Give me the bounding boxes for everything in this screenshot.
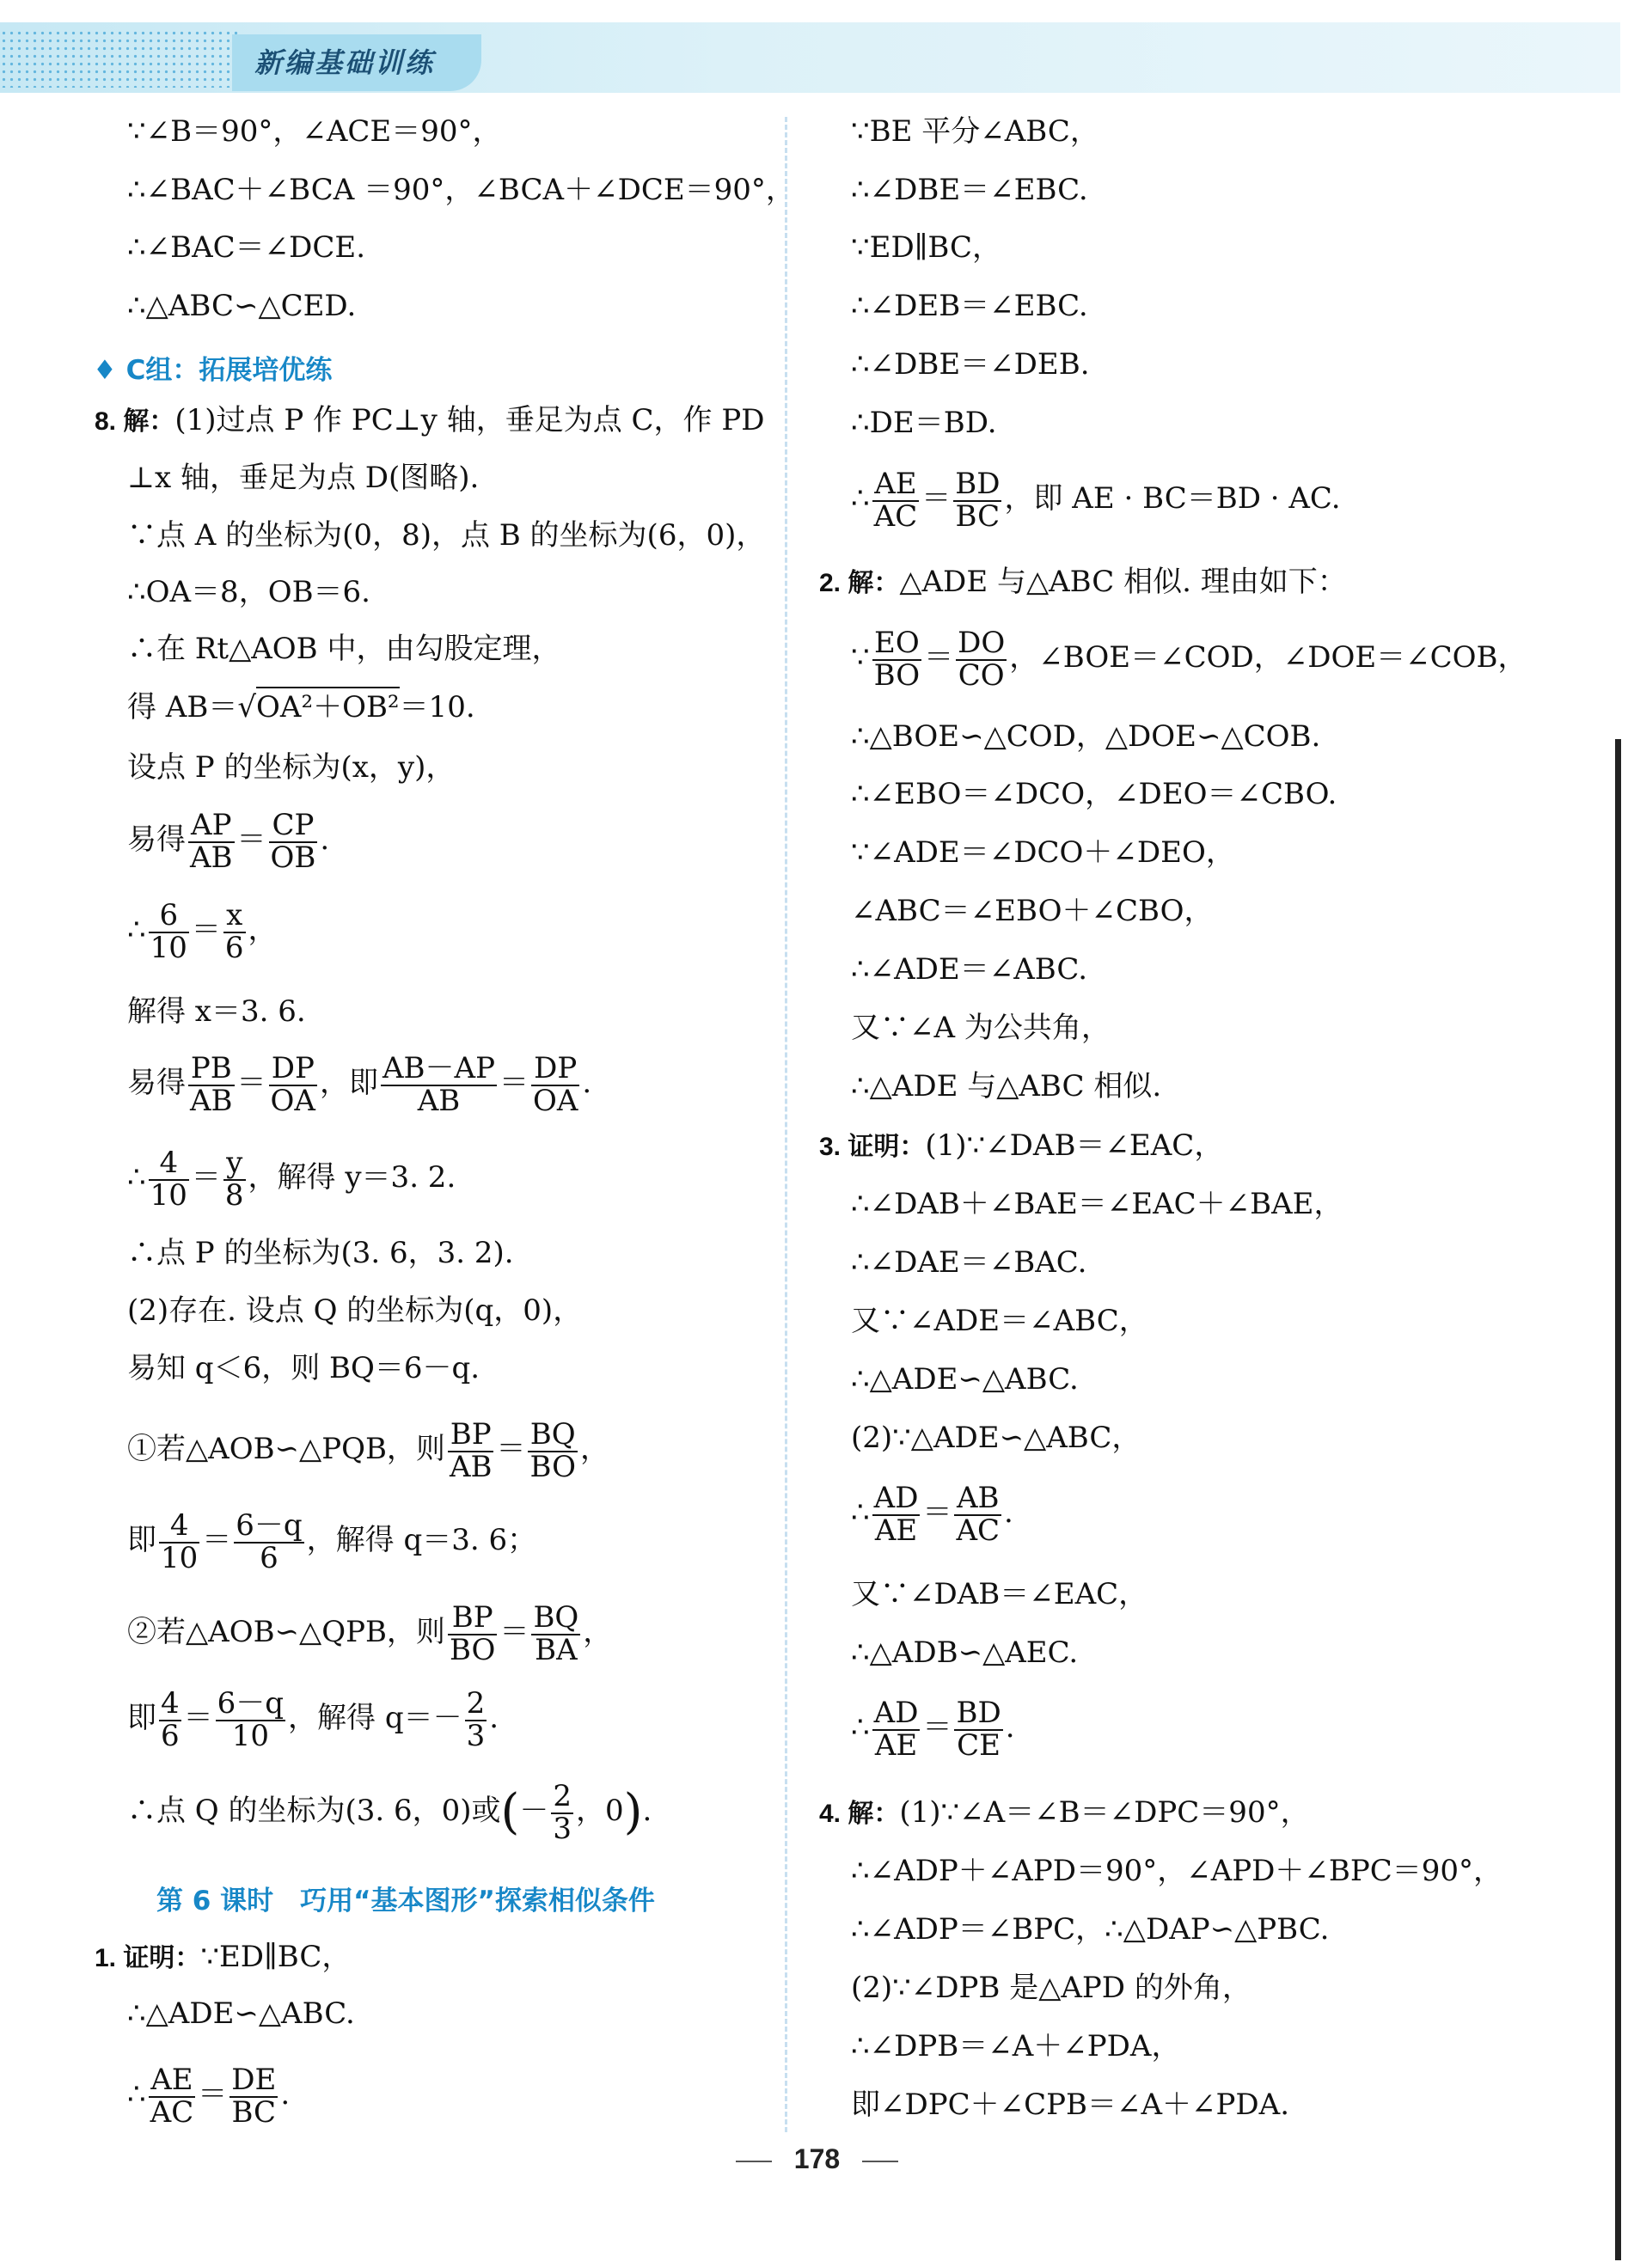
text-line: ∴△ADE∽△ABC. bbox=[851, 1362, 1079, 1397]
math-line bbox=[127, 1686, 499, 1753]
text: 即 bbox=[127, 1701, 156, 1736]
math-line bbox=[851, 1481, 1013, 1548]
numerator: DP bbox=[531, 1054, 579, 1086]
denominator: AE bbox=[874, 1513, 918, 1548]
text: ， bbox=[583, 1615, 613, 1650]
text: ①若△AOB∽△PQB，则 bbox=[127, 1432, 445, 1467]
numerator: PB bbox=[188, 1054, 235, 1086]
numerator: 2 bbox=[466, 1686, 486, 1721]
fraction bbox=[381, 1051, 497, 1118]
text-line: ∴在 Rt△AOB 中，由勾股定理， bbox=[127, 632, 561, 666]
diamond-icon: ♦ bbox=[93, 355, 117, 386]
text-line: 又∵∠ADE＝∠ABC， bbox=[851, 1304, 1148, 1338]
text-line: ∴∠DPB＝∠A＋∠PDA， bbox=[851, 2029, 1181, 2063]
fraction bbox=[954, 1696, 1002, 1763]
column-divider bbox=[785, 117, 787, 2132]
numerator: 4 bbox=[149, 1148, 189, 1181]
text: ，0 bbox=[576, 1794, 624, 1829]
text: ＝ bbox=[183, 1701, 213, 1736]
text: ∵ bbox=[851, 640, 870, 676]
text-line: 易知 q＜6，则 BQ＝6－q. bbox=[127, 1351, 480, 1385]
text: ，即 bbox=[319, 1066, 378, 1101]
fraction bbox=[188, 808, 235, 875]
text: ∴点 Q 的坐标为(3. 6，0)或 bbox=[127, 1794, 501, 1829]
text: ，∠BOE＝∠COD，∠DOE＝∠COB， bbox=[1009, 640, 1527, 676]
text-line: (2)存在. 设点 Q 的坐标为(q，0)， bbox=[127, 1293, 583, 1328]
fraction bbox=[216, 1686, 285, 1753]
text: 易得 bbox=[127, 1066, 186, 1101]
denominator: AE bbox=[874, 1727, 918, 1763]
text-line: 即∠DPC＋∠CPB＝∠A＋∠PDA. bbox=[851, 2088, 1290, 2122]
fraction bbox=[872, 1696, 921, 1763]
text-line: ∴∠DBE＝∠DEB. bbox=[851, 347, 1090, 382]
fraction bbox=[188, 1051, 235, 1118]
fraction bbox=[159, 1508, 199, 1575]
page-number bbox=[0, 2143, 1634, 2175]
question-line bbox=[819, 565, 1347, 599]
denominator: 10 bbox=[161, 1540, 199, 1575]
numerator: DP bbox=[269, 1054, 317, 1086]
text-line: 又∵∠DAB＝∠EAC， bbox=[851, 1577, 1148, 1611]
fraction bbox=[465, 1686, 487, 1753]
math-line bbox=[127, 1600, 613, 1667]
text-line: 又∵∠A 为公共角， bbox=[851, 1011, 1111, 1045]
denominator: OA bbox=[532, 1083, 578, 1118]
text: ，即 AE · BC＝BD · AC. bbox=[1004, 481, 1341, 517]
text: ∴ bbox=[127, 913, 146, 948]
text-line: ∴∠BAC＋∠BCA ＝90°，∠BCA＋∠DCE＝90°， bbox=[127, 173, 795, 207]
numerator: 4 bbox=[159, 1511, 199, 1544]
header-dot-pattern bbox=[0, 29, 241, 88]
paren: ) bbox=[623, 1784, 643, 1841]
text: ，解得 q＝3. 6； bbox=[306, 1523, 537, 1558]
text: ＝ bbox=[236, 1066, 266, 1101]
text: ②若△AOB∽△QPB，则 bbox=[127, 1615, 445, 1650]
header-title: 新编基础训练 bbox=[254, 46, 436, 79]
math-line bbox=[127, 690, 475, 724]
denominator: 10 bbox=[150, 1177, 187, 1213]
fraction bbox=[448, 1600, 498, 1667]
denominator: BA bbox=[535, 1632, 578, 1667]
section-heading-text: C组：拓展培优练 bbox=[125, 355, 333, 386]
text: . bbox=[489, 1701, 499, 1736]
text-line: ∴△ADE 与△ABC 相似. bbox=[851, 1069, 1162, 1103]
numerator: y bbox=[223, 1148, 246, 1181]
page-number-dash bbox=[862, 2161, 898, 2162]
numerator: x bbox=[223, 901, 246, 933]
denominator: 8 bbox=[224, 1177, 244, 1213]
text: ＝ bbox=[921, 481, 952, 517]
text: ＝ bbox=[924, 640, 954, 676]
numerator: EO bbox=[872, 628, 922, 661]
text: ＝ bbox=[496, 1432, 526, 1467]
question-label: 8. 解： bbox=[95, 407, 175, 436]
text-line: ∠ABC＝∠EBO＋∠CBO， bbox=[851, 894, 1214, 928]
page-edge-line bbox=[1615, 739, 1621, 2260]
denominator: 10 bbox=[150, 930, 187, 965]
text: ，解得 y＝3. 2. bbox=[248, 1160, 456, 1195]
denominator: OB bbox=[270, 840, 316, 875]
text: . bbox=[642, 1794, 652, 1829]
text: (1)∵∠A＝∠B＝∠DPC＝90°， bbox=[899, 1795, 1310, 1830]
numerator: DO bbox=[958, 626, 1006, 660]
text: ， bbox=[579, 1432, 609, 1467]
question-line bbox=[95, 1942, 351, 1972]
text-line: ∴△BOE∽△COD，△DOE∽△COB. bbox=[851, 719, 1321, 754]
text: . bbox=[280, 2077, 291, 2112]
text-line: (2)∵∠DPB 是△APD 的外角， bbox=[851, 1971, 1252, 2005]
text-line: ∴△ABC∽△CED. bbox=[127, 289, 357, 323]
text-line: 解得 x＝3. 6. bbox=[127, 994, 306, 1029]
fraction bbox=[954, 1481, 1001, 1548]
math-line bbox=[127, 1779, 652, 1846]
fraction bbox=[953, 467, 1001, 534]
text-line: ∴DE＝BD. bbox=[851, 406, 997, 440]
text: ∴ bbox=[127, 2077, 146, 2112]
numerator: 2 bbox=[553, 1779, 572, 1813]
numerator: 6－q bbox=[217, 1686, 285, 1721]
text: ＝ bbox=[922, 1710, 952, 1745]
text: － bbox=[519, 1794, 549, 1829]
text: (1)∵∠DAB＝∠EAC， bbox=[925, 1128, 1224, 1163]
text: 即 bbox=[127, 1523, 156, 1558]
text: ， bbox=[248, 913, 278, 948]
text-line: ∵ED∥BC， bbox=[851, 230, 1002, 265]
text: ＝ bbox=[922, 1495, 952, 1531]
denominator: CO bbox=[958, 657, 1005, 693]
numerator: AD bbox=[873, 1696, 919, 1730]
text-line: ∴∠BAC＝∠DCE. bbox=[127, 230, 366, 265]
question-line bbox=[819, 1795, 1310, 1830]
fraction bbox=[149, 898, 189, 965]
text: ＝ bbox=[191, 1160, 221, 1195]
text-line: ∴OA＝8，OB＝6. bbox=[127, 575, 370, 609]
math-line bbox=[851, 1696, 1015, 1763]
fraction bbox=[872, 1481, 921, 1548]
denominator: BO bbox=[529, 1449, 576, 1484]
numerator: AE bbox=[149, 2065, 196, 2098]
fraction bbox=[159, 1686, 181, 1753]
text-line: ∵∠B＝90°，∠ACE＝90°， bbox=[127, 114, 502, 149]
text-line: ∴∠ADP＋∠APD＝90°，∠APD＋∠BPC＝90°， bbox=[851, 1854, 1503, 1888]
math-line bbox=[127, 1417, 609, 1484]
fraction bbox=[223, 1146, 246, 1213]
text-line: ∴∠ADP＝∠BPC，∴△DAP∽△PBC. bbox=[851, 1912, 1330, 1947]
text-line: (2)∵△ADE∽△ABC， bbox=[851, 1421, 1141, 1455]
fraction bbox=[149, 2063, 196, 2130]
fraction bbox=[229, 2063, 278, 2130]
text-line: ∴∠DAB＋∠BAE＝∠EAC＋∠BAE， bbox=[851, 1187, 1343, 1221]
denominator: 6 bbox=[224, 930, 244, 965]
text-line: ∵∠ADE＝∠DCO＋∠DEO， bbox=[851, 835, 1235, 870]
section-heading bbox=[93, 348, 332, 387]
text: ＝ bbox=[191, 913, 221, 948]
denominator: AB bbox=[190, 840, 233, 875]
text-line: ∴∠ADE＝∠ABC. bbox=[851, 952, 1088, 987]
text: ∴ bbox=[851, 481, 870, 517]
math-line bbox=[127, 898, 278, 965]
lesson-title: 第 6 课时 巧用“基本图形”探索相似条件 bbox=[156, 1886, 655, 1916]
numerator: AB－AP bbox=[382, 1051, 495, 1085]
denominator: CE bbox=[957, 1727, 1001, 1763]
text-line: ∴∠DAE＝∠BAC. bbox=[851, 1245, 1087, 1280]
text-line: ∴∠EBO＝∠DCO，∠DEO＝∠CBO. bbox=[851, 777, 1337, 811]
numerator: CP bbox=[269, 810, 318, 843]
text: . bbox=[1005, 1710, 1015, 1745]
denominator: BC bbox=[231, 2094, 277, 2130]
math-line bbox=[127, 808, 330, 875]
numerator: BP bbox=[448, 1420, 494, 1452]
text-line: ∴△ADB∽△AEC. bbox=[851, 1635, 1079, 1670]
fraction bbox=[448, 1417, 494, 1484]
question-line bbox=[819, 1128, 1224, 1163]
denominator: AC bbox=[873, 498, 918, 534]
denominator: AC bbox=[150, 2094, 194, 2130]
text: . bbox=[1004, 1495, 1013, 1531]
text: ∴ bbox=[851, 1710, 870, 1745]
fraction bbox=[223, 898, 246, 965]
denominator: 3 bbox=[553, 1811, 572, 1846]
text-line: ∴点 P 的坐标为(3. 6，3. 2). bbox=[127, 1236, 514, 1270]
text: ＝ bbox=[499, 1615, 529, 1650]
fraction bbox=[149, 1146, 189, 1213]
text: ＝10. bbox=[399, 690, 475, 724]
page-number-dash bbox=[736, 2161, 772, 2162]
text: △ADE 与△ABC 相似. 理由如下： bbox=[899, 565, 1347, 599]
text-line: ∴∠DBE＝∠EBC. bbox=[851, 173, 1088, 207]
math-line bbox=[851, 626, 1527, 693]
text-line: ⊥x 轴，垂足为点 D(图略). bbox=[127, 461, 480, 495]
text-line: ∴∠DEB＝∠EBC. bbox=[851, 289, 1088, 323]
text: (1)过点 P 作 PC⊥y 轴，垂足为点 C，作 PD bbox=[174, 403, 765, 437]
text: . bbox=[320, 822, 330, 858]
text-line: ∴△ADE∽△ABC. bbox=[127, 1996, 355, 2031]
question-label: 3. 证明： bbox=[819, 1133, 926, 1161]
numerator: BQ bbox=[533, 1600, 579, 1635]
denominator: 10 bbox=[231, 1718, 269, 1753]
fraction bbox=[531, 1600, 580, 1667]
numerator: 6 bbox=[149, 901, 189, 933]
denominator: AB bbox=[190, 1083, 233, 1118]
text-line: 设点 P 的坐标为(x，y)， bbox=[127, 750, 456, 785]
text: ＝ bbox=[198, 2077, 228, 2112]
math-line bbox=[851, 467, 1341, 534]
numerator: AE bbox=[872, 469, 920, 502]
fraction bbox=[531, 1051, 579, 1118]
numerator: 6－q bbox=[236, 1508, 303, 1543]
numerator: DE bbox=[231, 2063, 277, 2097]
numerator: BP bbox=[448, 1603, 498, 1635]
numerator: 4 bbox=[161, 1686, 180, 1721]
fraction bbox=[269, 808, 318, 875]
text: ＝ bbox=[236, 822, 266, 858]
text: ∴ bbox=[851, 1495, 870, 1531]
numerator: AP bbox=[188, 810, 235, 843]
text: . bbox=[582, 1066, 592, 1101]
fraction bbox=[872, 467, 920, 534]
text: ∵ED∥BC， bbox=[200, 1940, 352, 1974]
fraction bbox=[269, 1051, 317, 1118]
denominator: BO bbox=[873, 657, 921, 693]
denominator: 6 bbox=[161, 1718, 180, 1753]
paren: ( bbox=[500, 1784, 520, 1841]
numerator: BD bbox=[956, 1696, 1001, 1730]
fraction bbox=[551, 1779, 573, 1846]
math-line bbox=[127, 1146, 456, 1213]
fraction bbox=[872, 626, 922, 693]
fraction bbox=[956, 626, 1007, 693]
denominator: BC bbox=[955, 498, 1001, 534]
numerator: BD bbox=[955, 467, 1001, 501]
denominator: 3 bbox=[466, 1718, 486, 1753]
numerator: BQ bbox=[528, 1420, 578, 1452]
text-line: ∵BE 平分∠ABC， bbox=[851, 114, 1099, 149]
math-line bbox=[127, 1508, 537, 1575]
math-line bbox=[127, 1051, 592, 1118]
denominator: AB bbox=[417, 1083, 461, 1118]
denominator: AC bbox=[956, 1513, 1001, 1548]
fraction bbox=[528, 1417, 578, 1484]
denominator: BO bbox=[449, 1632, 496, 1667]
text: ＝ bbox=[499, 1066, 529, 1101]
question-label: 1. 证明： bbox=[95, 1944, 201, 1972]
text: 易得 bbox=[127, 822, 186, 858]
text: ，解得 q＝－ bbox=[288, 1701, 462, 1736]
numerator: AB bbox=[954, 1483, 1001, 1516]
page-number-text: 178 bbox=[793, 2143, 841, 2174]
radicand: OA²＋OB² bbox=[256, 687, 400, 724]
question-line bbox=[95, 403, 765, 437]
text: ∴ bbox=[127, 1160, 146, 1195]
text: ＝ bbox=[202, 1523, 232, 1558]
denominator: AB bbox=[449, 1449, 493, 1484]
text-line: ∵点 A 的坐标为(0，8)，点 B 的坐标为(6，0)， bbox=[127, 518, 766, 553]
numerator: AD bbox=[873, 1481, 919, 1515]
question-label: 2. 解： bbox=[819, 569, 900, 597]
denominator: 6 bbox=[260, 1540, 278, 1575]
math-line bbox=[127, 2063, 291, 2130]
denominator: OA bbox=[270, 1083, 315, 1118]
fraction bbox=[234, 1508, 303, 1575]
question-label: 4. 解： bbox=[819, 1800, 900, 1828]
text: 得 AB＝√ bbox=[127, 690, 257, 724]
